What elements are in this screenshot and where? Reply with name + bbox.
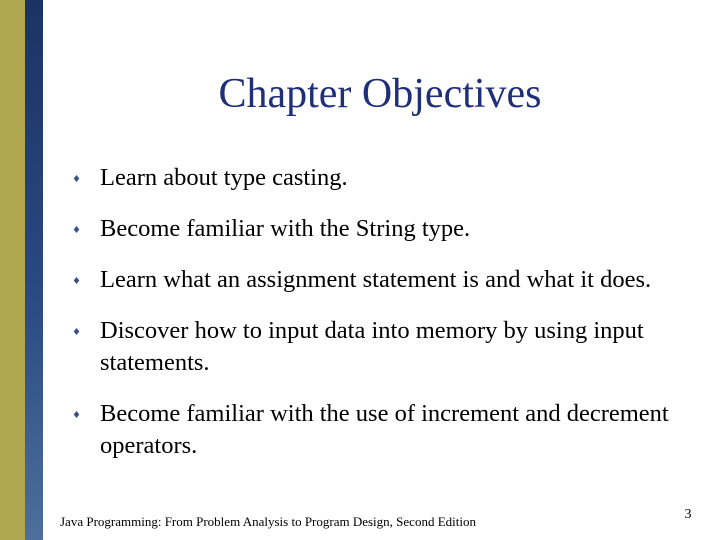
bullet-item (72, 213, 682, 245)
diamond-bullet-icon (73, 277, 80, 284)
bullet-item (72, 264, 682, 296)
page-number: 3 (684, 507, 692, 522)
bullet-item (72, 162, 682, 194)
slide-title: Chapter Objectives (218, 71, 542, 117)
left-band-navy (25, 0, 43, 540)
diamond-bullet-icon (73, 328, 80, 335)
bullet-text: Discover how to input data into memory by using input statements. (100, 317, 644, 376)
bullet-list (72, 162, 682, 481)
bullet-item (72, 315, 682, 379)
bullet-text: Learn about type casting. (100, 164, 348, 191)
left-band-olive (0, 0, 25, 540)
bullet-text: Become familiar with the use of increment and decrement operators. (100, 400, 669, 459)
bullet-item (72, 398, 682, 462)
diamond-bullet-icon (73, 226, 80, 233)
bullet-text: Learn what an assignment statement is and what it does. (100, 266, 652, 293)
diamond-bullet-icon (73, 175, 80, 182)
footer-text: Java Programming: From Problem Analysis to Program Design, Second Edition (60, 514, 476, 529)
bullet-text: Become familiar with the String type. (100, 215, 471, 242)
diamond-bullet-icon (73, 411, 80, 418)
